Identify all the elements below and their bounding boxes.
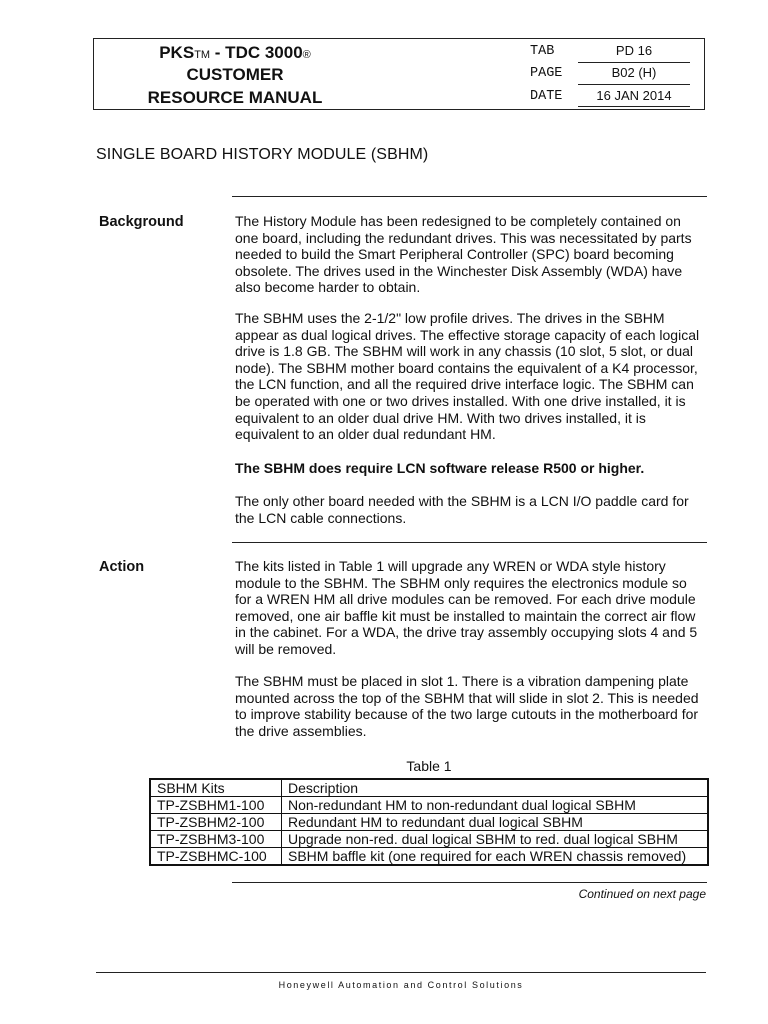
background-heading: Background <box>99 214 184 230</box>
table-cell-description: Non-redundant HM to non-redundant dual logical SBHM <box>282 797 709 814</box>
section-rule-background <box>232 196 707 197</box>
table-header-cell: SBHM Kits <box>150 779 282 797</box>
header-title-line3: RESOURCE MANUAL <box>147 88 323 107</box>
tab-value: PD 16 <box>615 43 653 58</box>
continued-note: Continued on next page <box>578 887 706 901</box>
date-value: 16 JAN 2014 <box>596 88 672 103</box>
date-label: DATE <box>530 89 563 104</box>
document-title: SINGLE BOARD HISTORY MODULE (SBHM) <box>96 146 429 163</box>
footer-rule <box>96 972 706 973</box>
table-cell-description: SBHM baffle kit (one required for each WREN chassis removed) <box>282 848 709 866</box>
sbhm-kits-table <box>149 778 709 866</box>
footer-text: Honeywell Automation and Control Solutions <box>278 980 524 990</box>
background-paragraph-4: The only other board needed with the SBHM is a LCN I/O paddle card for the LCN cable connections. <box>235 493 689 526</box>
table-caption: Table 1 <box>406 758 452 774</box>
table-cell-description: Upgrade non-red. dual logical SBHM to red. dual logical SBHM <box>282 831 709 848</box>
tab-underline <box>578 62 690 63</box>
page-label: PAGE <box>530 66 563 81</box>
table-cell-description: Redundant HM to redundant dual logical SBHM <box>282 814 709 831</box>
action-paragraph-1: The kits listed in Table 1 will upgrade any WREN or WDA style history module to the SBHM. The SBHM only requires the electronics module so for a WREN HM all drive modules can be removed. For each drive module removed, one air baffle kit must be installed to maintain the correct air flow in the cabinet. For a WDA, the drive tray assembly occupying slots 4 and 5 will be removed. <box>235 558 698 657</box>
background-paragraph-2: The SBHM uses the 2-1/2" low profile drives. The drives in the SBHM appear as dual logical drives. The effective storage capacity of each logical drive is 1.8 GB. The SBHM will work in any chassis (10 slot, 5 slot, or dual node). The SBHM mother board contains the equivalent of a K4 processor, the LCN function, and all the required drive interface logic. The SBHM can be operated with one or two drives installed. With one drive installed, it is equivalent to an older dual drive HM. With two drives installed, it is equivalent to an older dual redundant HM. <box>235 310 700 443</box>
table-header-cell: Description <box>282 779 709 797</box>
table-cell-kit: TP-ZSBHM2-100 <box>150 814 282 831</box>
table-cell-kit: TP-ZSBHM1-100 <box>150 797 282 814</box>
background-paragraph-3: The SBHM does require LCN software release R500 or higher. <box>235 460 645 476</box>
header-title-line2: CUSTOMER <box>186 65 284 84</box>
tab-label: TAB <box>530 44 555 59</box>
table-cell-kit: TP-ZSBHMC-100 <box>150 848 282 866</box>
table-cell-kit: TP-ZSBHM3-100 <box>150 831 282 848</box>
table-row <box>150 797 708 814</box>
action-paragraph-2: The SBHM must be placed in slot 1. There is a vibration dampening plate mounted across the top of the SBHM that will slide in slot 2. This is needed to improve stability because of the two large cutouts in the motherboard for the drive assemblies. <box>235 673 699 739</box>
page-value: B02 (H) <box>611 65 657 80</box>
table-row <box>150 848 708 866</box>
table-header-row <box>150 779 708 797</box>
background-paragraph-1: The History Module has been redesigned to be completely contained on one board, including the redundant drives. This was necessitated by parts needed to build the Smart Peripheral Controller (SPC) board becoming obsolete. The drives used in the Winchester Disk Assembly (WDA) have also become harder to obtain. <box>235 213 692 296</box>
header-title-line1: PKSTM - TDC 3000® <box>159 43 311 62</box>
section-rule-end <box>232 882 707 883</box>
action-heading: Action <box>99 559 145 575</box>
date-underline <box>578 106 690 107</box>
section-rule-action <box>232 542 707 543</box>
table-row <box>150 814 708 831</box>
page-underline <box>578 84 690 85</box>
table-row <box>150 831 708 848</box>
